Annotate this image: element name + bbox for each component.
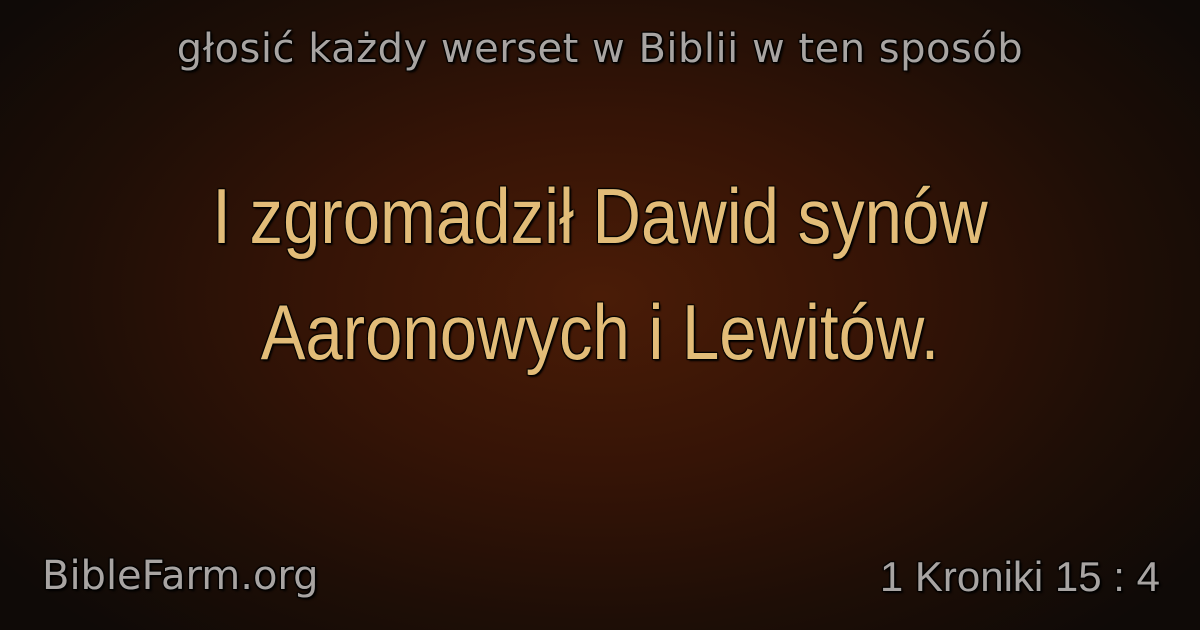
verse-text: [118, 158, 1081, 390]
verse-line-2: Aaronowych i Lewitów.: [260, 288, 940, 376]
verse-reference: 1 Kroniki 15 : 4: [879, 553, 1160, 600]
tagline: głosić każdy werset w Biblii w ten sposób: [176, 26, 1024, 72]
verse-line-1: I zgromadził Dawid synów: [212, 172, 988, 260]
site-name: BibleFarm.org: [42, 553, 319, 599]
